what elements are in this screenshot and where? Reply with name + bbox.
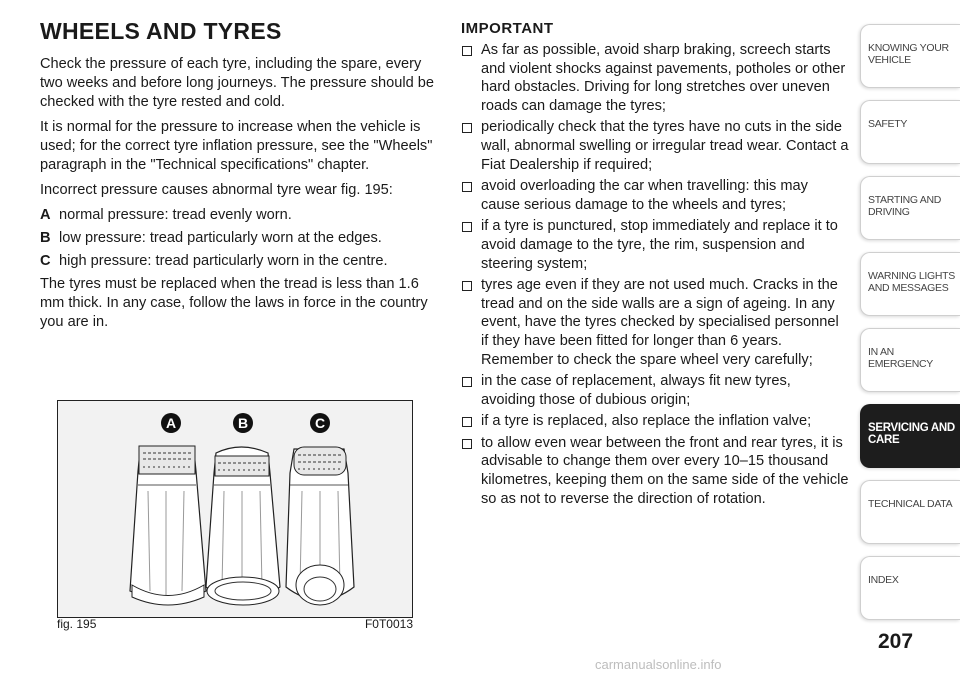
tab-index[interactable]: INDEX bbox=[860, 556, 960, 620]
important-bullet: tyres age even if they are not used much. Cracks in the tread and on the side walls are a sign of ageing. In any event, have the tyres checked by specialised personnel if they have been fitted for longer than 6 years. Remember to check the spare wheel very carefully; bbox=[461, 276, 849, 369]
paragraph-pressure-increase: It is normal for the pressure to increase when the vehicle is used; for the correct tyre inflation pressure, see the "Wheels" paragraph in the "Technical specifications" chapter. bbox=[40, 119, 433, 173]
tyre-a-illustration bbox=[130, 446, 206, 605]
wear-text: high pressure: tread particularly worn in the centre. bbox=[59, 253, 388, 269]
tab-technical-data[interactable]: TECHNICAL DATA bbox=[860, 480, 960, 544]
figure-number: fig. 195 bbox=[57, 617, 97, 631]
left-column bbox=[40, 18, 440, 338]
tyre-b-illustration bbox=[206, 447, 280, 605]
wear-item-b bbox=[40, 229, 440, 248]
tab-starting-and-driving[interactable]: STARTING AND DRIVING bbox=[860, 176, 960, 240]
important-bullet: avoid overloading the car when travelling: this may cause serious damage to the wheels and tyres; bbox=[461, 177, 849, 214]
checkbox-bullet-icon bbox=[462, 417, 472, 427]
figure-caption bbox=[57, 617, 413, 631]
wear-item-a bbox=[40, 206, 440, 225]
important-bullet: As far as possible, avoid sharp braking, screech starts and violent shocks against pavements, potholes or other hard obstacles. Driving for long stretches over uneven roads can damage the tyres; bbox=[461, 41, 849, 115]
wear-letter: A bbox=[40, 207, 51, 223]
tab-warning-lights[interactable]: WARNING LIGHTS AND MESSAGES bbox=[860, 252, 960, 316]
tyre-wear-figure bbox=[57, 400, 413, 618]
checkbox-bullet-icon bbox=[462, 377, 472, 387]
label-c-marker bbox=[310, 413, 330, 433]
important-bullet: to allow even wear between the front and rear tyres, it is advisable to change them over every 10–15 thousand kilometres, keeping them on the same side of the vehicle so as not to reverse the direction of rotation. bbox=[461, 434, 849, 508]
right-column bbox=[461, 20, 849, 511]
tab-safety[interactable]: SAFETY bbox=[860, 100, 960, 164]
important-heading: IMPORTANT bbox=[461, 20, 554, 37]
wear-text: low pressure: tread particularly worn at the edges. bbox=[59, 230, 382, 246]
checkbox-bullet-icon bbox=[462, 439, 472, 449]
tyre-c-illustration bbox=[286, 447, 354, 605]
tyre-wear-illustration bbox=[58, 401, 412, 617]
important-bullet: if a tyre is replaced, also replace the inflation valve; bbox=[461, 412, 849, 431]
paragraph-tread-replacement: The tyres must be replaced when the tread is less than 1.6 mm thick. In any case, follow the laws in force in the country you are in. bbox=[40, 276, 428, 330]
checkbox-bullet-icon bbox=[462, 222, 472, 232]
wear-item-c bbox=[40, 252, 440, 271]
important-bullet: in the case of replacement, always fit new tyres, avoiding those of dubious origin; bbox=[461, 372, 849, 409]
important-bullet: if a tyre is punctured, stop immediately and replace it to avoid damage to the tyre, the rim, suspension and steering system; bbox=[461, 217, 849, 273]
paragraph-pressure-check: Check the pressure of each tyre, including the spare, every two weeks and before long journeys. The pressure should be checked with the tyre rested and cold. bbox=[40, 56, 435, 110]
tab-knowing-your-vehicle[interactable]: KNOWING YOUR VEHICLE bbox=[860, 24, 960, 88]
checkbox-bullet-icon bbox=[462, 182, 472, 192]
wear-text: normal pressure: tread evenly worn. bbox=[59, 207, 292, 223]
tab-in-an-emergency[interactable]: IN AN EMERGENCY bbox=[860, 328, 960, 392]
watermark: carmanualsonline.info bbox=[595, 657, 722, 672]
page-number: 207 bbox=[878, 630, 914, 653]
checkbox-bullet-icon bbox=[462, 123, 472, 133]
label-b: B bbox=[237, 415, 249, 431]
label-a-marker bbox=[161, 413, 181, 433]
label-a: A bbox=[165, 415, 177, 431]
checkbox-bullet-icon bbox=[462, 281, 472, 291]
important-bullet: periodically check that the tyres have no cuts in the side wall, abnormal swelling or irregular tread wear. Contact a Fiat Dealership if required; bbox=[461, 118, 849, 174]
wear-letter: B bbox=[40, 230, 51, 246]
paragraph-incorrect-pressure: Incorrect pressure causes abnormal tyre wear fig. 195: bbox=[40, 182, 393, 198]
figure-code: F0T0013 bbox=[364, 617, 413, 631]
label-b-marker bbox=[233, 413, 253, 433]
section-title: WHEELS AND TYRES bbox=[40, 18, 282, 44]
checkbox-bullet-icon bbox=[462, 46, 472, 56]
label-c: C bbox=[314, 415, 326, 431]
wear-letter: C bbox=[40, 253, 51, 269]
tab-servicing-and-care[interactable]: SERVICING AND CARE bbox=[860, 404, 960, 468]
